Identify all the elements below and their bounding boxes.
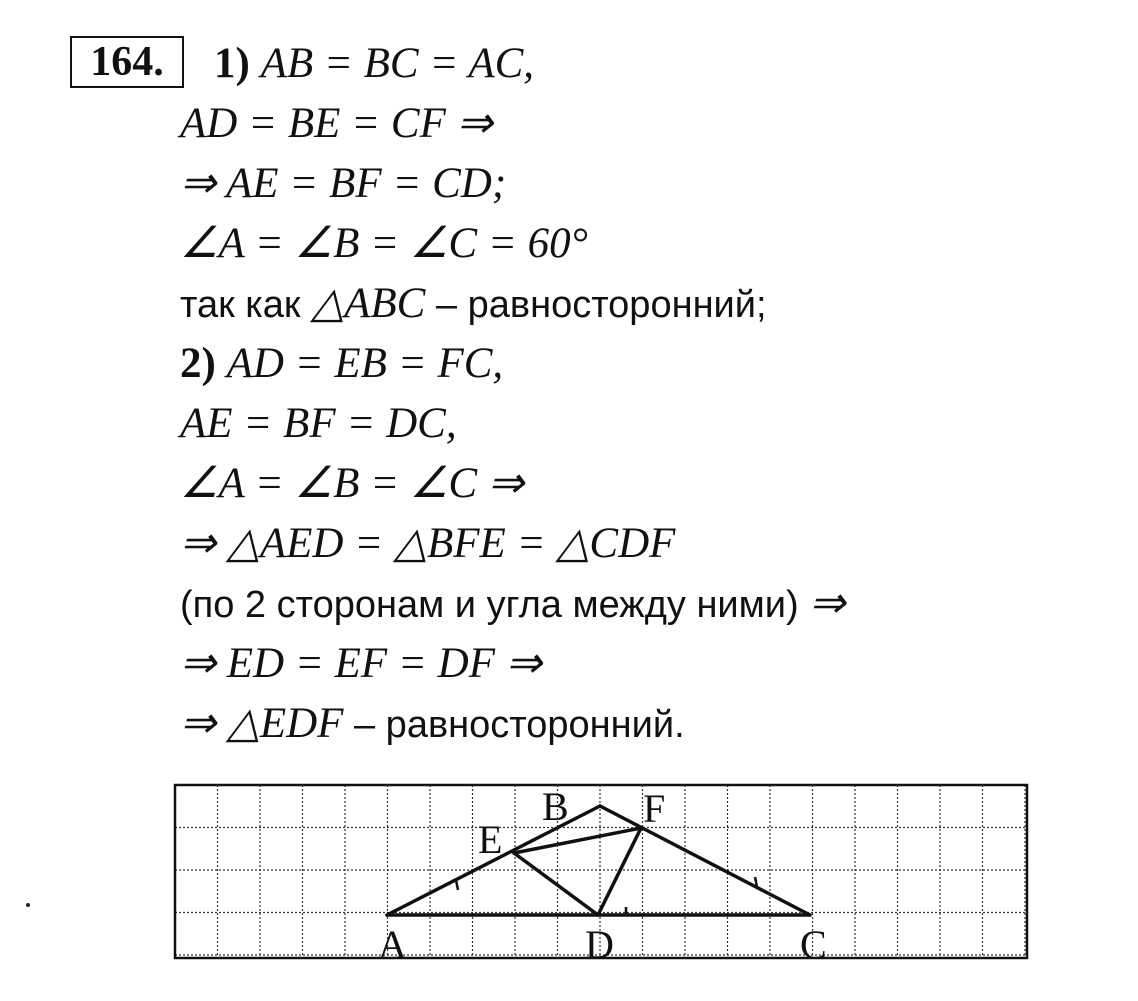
problem-number: 164. bbox=[70, 36, 184, 88]
point-label-B: B bbox=[542, 784, 569, 829]
line-fragment: ⇒ △EDF bbox=[180, 700, 344, 747]
line-fragment: 2) bbox=[180, 340, 227, 387]
point-label-C: C bbox=[800, 922, 827, 967]
point-label-D: D bbox=[585, 922, 614, 967]
segment-BC bbox=[600, 806, 810, 915]
line-fragment: (по 2 сторонам и угла между ними) bbox=[180, 584, 810, 626]
line-fragment: так как bbox=[180, 284, 312, 326]
figure-segments bbox=[387, 806, 810, 916]
point-label-A: A bbox=[378, 922, 407, 967]
tick-mark bbox=[456, 880, 458, 890]
line-fragment: – равносторонний. bbox=[343, 704, 685, 746]
line-fragment: AD = EB = FC, bbox=[226, 340, 504, 387]
line-fragment: AE = BF = DC, bbox=[180, 400, 457, 447]
line-fragment: ⇒ AE = BF = CD; bbox=[180, 160, 507, 207]
line-fragment: ∠A = ∠B = ∠C ⇒ bbox=[180, 460, 524, 507]
point-labels bbox=[378, 784, 827, 967]
segment-ED bbox=[514, 853, 598, 915]
line-fragment: – равносторонний; bbox=[425, 284, 767, 326]
line-fragment: AD = BE = CF ⇒ bbox=[180, 100, 493, 147]
line-fragment: ⇒ bbox=[809, 580, 846, 627]
line-fragment: 1) bbox=[214, 40, 261, 87]
line-fragment: ∠A = ∠B = ∠C = 60° bbox=[180, 220, 588, 267]
point-label-F: F bbox=[643, 786, 666, 831]
line-fragment: △ABC bbox=[311, 280, 426, 327]
line-fragment: ⇒ ED = EF = DF ⇒ bbox=[180, 640, 542, 687]
point-label-E: E bbox=[478, 817, 503, 862]
line-fragment: AB = BC = AC, bbox=[260, 40, 535, 87]
segment-DF bbox=[598, 828, 641, 915]
line-fragment: ⇒ △AED = △BFE = △CDF bbox=[180, 520, 676, 567]
